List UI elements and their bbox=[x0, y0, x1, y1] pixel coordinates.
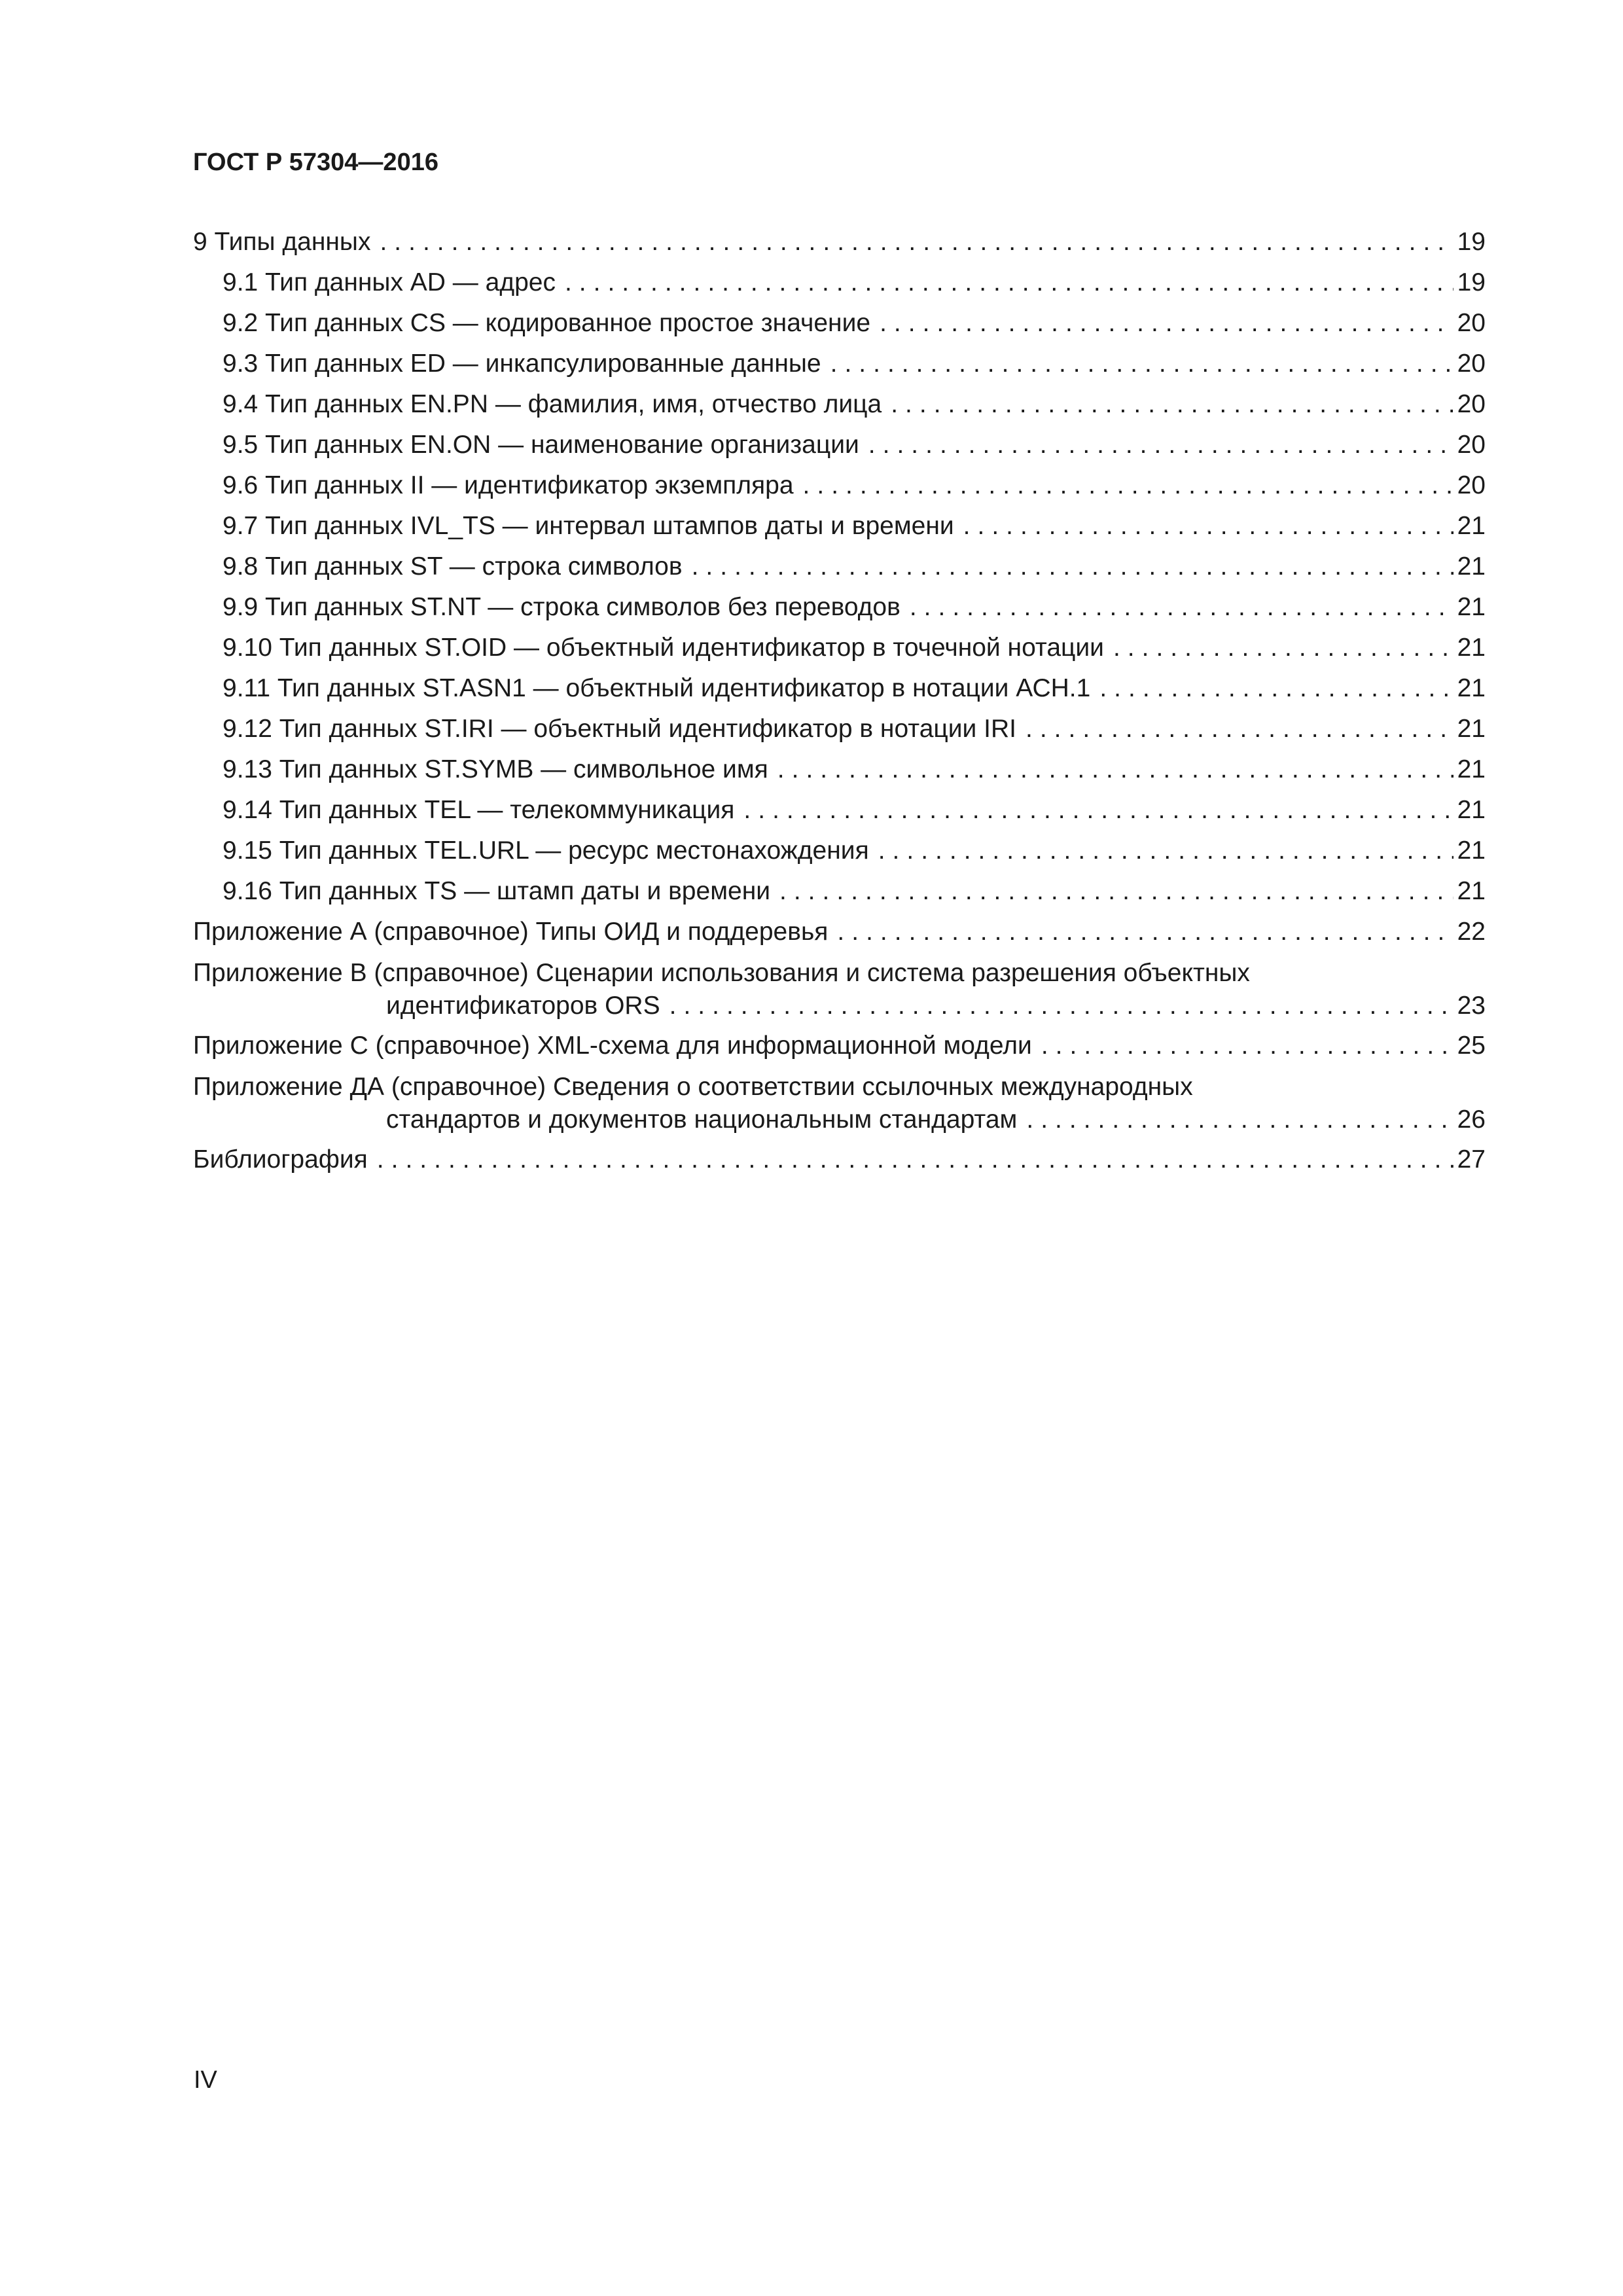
toc-entry-title: Приложение ДА (справочное) Сведения о соответствии ссылочных международных bbox=[193, 1073, 1193, 1101]
toc-entry-9-1[interactable] bbox=[193, 262, 1486, 303]
toc-entry-page: 20 bbox=[1457, 390, 1486, 418]
toc-entry-appendix-da[interactable] bbox=[193, 1066, 1486, 1139]
dot-leader bbox=[669, 989, 1454, 1023]
toc-entry-title: Библиография bbox=[193, 1145, 368, 1174]
toc-entry-title: 9.13 Тип данных ST.SYMB — символьное имя bbox=[223, 755, 768, 783]
toc-entry-title: 9.15 Тип данных TEL.URL — ресурс местонахождения bbox=[223, 836, 869, 865]
toc-entry-page: 21 bbox=[1457, 674, 1486, 702]
toc-entry-page: 25 bbox=[1457, 1031, 1486, 1060]
page-number: IV bbox=[194, 2066, 217, 2094]
dot-leader bbox=[910, 587, 1454, 628]
dot-leader bbox=[1099, 668, 1453, 709]
toc-entry-page: 20 bbox=[1457, 350, 1486, 378]
toc-entry-page: 23 bbox=[1457, 992, 1486, 1020]
table-of-contents bbox=[193, 222, 1486, 1180]
toc-entry-9-12[interactable] bbox=[193, 709, 1486, 749]
dot-leader bbox=[1041, 1026, 1454, 1066]
toc-entry-title: 9.8 Тип данных ST — строка символов bbox=[223, 552, 683, 581]
toc-entry-9-5[interactable] bbox=[193, 425, 1486, 465]
toc-entry-title: 9.12 Тип данных ST.IRI — объектный идентификатор в нотации IRI bbox=[223, 715, 1016, 743]
toc-entry-title-continuation: идентификаторов ORS bbox=[386, 992, 660, 1020]
toc-entry-page: 27 bbox=[1457, 1145, 1486, 1174]
toc-entry-title: 9.4 Тип данных EN.PN — фамилия, имя, отчество лица bbox=[223, 390, 882, 418]
toc-entry-title: 9.1 Тип данных AD — адрес bbox=[223, 268, 556, 296]
toc-entry-title: 9.2 Тип данных CS — кодированное простое значение bbox=[223, 309, 871, 337]
dot-leader bbox=[380, 222, 1453, 262]
dot-leader bbox=[830, 344, 1454, 384]
toc-entry-title: Приложение С (справочное) XML-схема для информационной модели bbox=[193, 1031, 1032, 1060]
dot-leader bbox=[1113, 628, 1454, 668]
toc-entry-title-continuation: стандартов и документов национальным стандартам bbox=[386, 1105, 1018, 1134]
toc-entry-title: 9.9 Тип данных ST.NT — строка символов без переводов bbox=[223, 593, 901, 621]
dot-leader bbox=[880, 303, 1454, 344]
toc-entry-title: 9.5 Тип данных EN.ON — наименование организации bbox=[223, 431, 859, 459]
toc-entry-title: 9.7 Тип данных IVL_TS — интервал штампов даты и времени bbox=[223, 512, 954, 540]
toc-entry-section-9[interactable] bbox=[193, 222, 1486, 262]
document-designation: ГОСТ Р 57304—2016 bbox=[193, 149, 438, 176]
toc-entry-page: 20 bbox=[1457, 471, 1486, 499]
toc-entry-appendix-c[interactable] bbox=[193, 1026, 1486, 1066]
toc-entry-9-14[interactable] bbox=[193, 790, 1486, 831]
dot-leader bbox=[779, 871, 1454, 912]
toc-entry-page: 21 bbox=[1457, 836, 1486, 865]
toc-entry-appendix-a[interactable] bbox=[193, 912, 1486, 952]
toc-entry-9-11[interactable] bbox=[193, 668, 1486, 709]
toc-entry-9-7[interactable] bbox=[193, 506, 1486, 547]
dot-leader bbox=[377, 1139, 1454, 1180]
toc-entry-9-6[interactable] bbox=[193, 465, 1486, 506]
toc-entry-page: 19 bbox=[1457, 268, 1486, 296]
toc-entry-page: 21 bbox=[1457, 715, 1486, 743]
dot-leader bbox=[1026, 1103, 1453, 1137]
toc-entry-title: 9 Типы данных bbox=[193, 228, 371, 256]
dot-leader bbox=[868, 425, 1454, 465]
dot-leader bbox=[891, 384, 1453, 425]
toc-entry-9-4[interactable] bbox=[193, 384, 1486, 425]
toc-entry-page: 21 bbox=[1457, 593, 1486, 621]
toc-entry-9-13[interactable] bbox=[193, 749, 1486, 790]
toc-entry-title: Приложение В (справочное) Сценарии использования и система разрешения объектных bbox=[193, 959, 1250, 987]
dot-leader bbox=[743, 790, 1453, 831]
dot-leader bbox=[878, 831, 1454, 871]
toc-entry-bibliography[interactable] bbox=[193, 1139, 1486, 1180]
toc-entry-9-2[interactable] bbox=[193, 303, 1486, 344]
toc-entry-title: 9.14 Тип данных TEL — телекоммуникация bbox=[223, 796, 735, 824]
toc-entry-page: 21 bbox=[1457, 634, 1486, 662]
toc-entry-9-9[interactable] bbox=[193, 587, 1486, 628]
toc-entry-page: 21 bbox=[1457, 796, 1486, 824]
toc-entry-title: 9.16 Тип данных TS — штамп даты и времени bbox=[223, 877, 771, 905]
dot-leader bbox=[837, 912, 1453, 952]
toc-entry-title: 9.3 Тип данных ED — инкапсулированные данные bbox=[223, 350, 821, 378]
toc-entry-title: 9.6 Тип данных II — идентификатор экземпляра bbox=[223, 471, 794, 499]
toc-entry-page: 21 bbox=[1457, 877, 1486, 905]
toc-entry-title: Приложение А (справочное) Типы ОИД и поддеревья bbox=[193, 918, 829, 946]
toc-entry-title: 9.10 Тип данных ST.OID — объектный идентификатор в точечной нотации bbox=[223, 634, 1104, 662]
toc-entry-title: 9.11 Тип данных ST.ASN1 — объектный идентификатор в нотации АСН.1 bbox=[223, 674, 1091, 702]
dot-leader bbox=[692, 547, 1454, 587]
toc-entry-9-3[interactable] bbox=[193, 344, 1486, 384]
toc-entry-page: 26 bbox=[1457, 1105, 1486, 1134]
dot-leader bbox=[1026, 709, 1454, 749]
dot-leader bbox=[777, 749, 1454, 790]
toc-entry-page: 21 bbox=[1457, 512, 1486, 540]
toc-entry-9-8[interactable] bbox=[193, 547, 1486, 587]
toc-entry-9-10[interactable] bbox=[193, 628, 1486, 668]
toc-entry-page: 21 bbox=[1457, 755, 1486, 783]
toc-entry-page: 21 bbox=[1457, 552, 1486, 581]
dot-leader bbox=[803, 465, 1454, 506]
dot-leader bbox=[565, 262, 1454, 303]
toc-entry-9-16[interactable] bbox=[193, 871, 1486, 912]
toc-entry-page: 19 bbox=[1457, 228, 1486, 256]
toc-entry-page: 20 bbox=[1457, 431, 1486, 459]
toc-entry-9-15[interactable] bbox=[193, 831, 1486, 871]
toc-entry-page: 22 bbox=[1457, 918, 1486, 946]
toc-entry-page: 20 bbox=[1457, 309, 1486, 337]
dot-leader bbox=[963, 506, 1454, 547]
toc-entry-appendix-b[interactable] bbox=[193, 952, 1486, 1026]
